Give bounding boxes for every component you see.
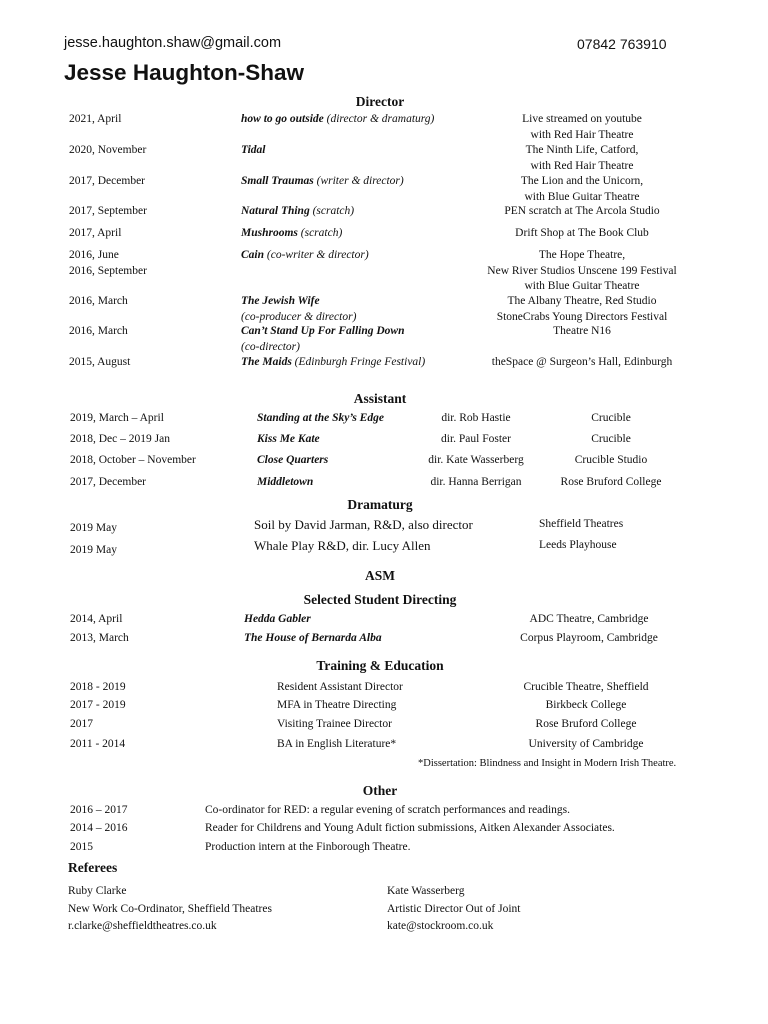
- contact-phone[interactable]: 07842 763910: [577, 36, 667, 52]
- director-production: [241, 248, 369, 264]
- director-venue: [522, 112, 642, 143]
- director-production: [241, 174, 404, 190]
- director-date: 2016, March: [69, 295, 128, 307]
- dramaturg-venue: Sheffield Theatres: [539, 518, 624, 530]
- referee-email[interactable]: r.clarke@sheffieldtheatres.co.uk: [68, 920, 217, 932]
- training-venue: University of Cambridge: [528, 738, 644, 750]
- student-production: Hedda Gabler: [244, 613, 311, 625]
- section-heading-student-directing: Selected Student Directing: [303, 592, 457, 607]
- venue-line: New River Studios Unscene 199 Festival: [487, 264, 677, 277]
- venue-line: with Red Hair Theatre: [530, 128, 634, 141]
- venue-line: with Red Hair Theatre: [530, 159, 634, 172]
- production-role: (co-writer & director): [264, 249, 369, 261]
- assistant-director: dir. Kate Wasserberg: [428, 454, 524, 466]
- director-date: 2021, April: [69, 113, 122, 125]
- student-production: The House of Bernarda Alba: [244, 632, 382, 644]
- assistant-production: Close Quarters: [257, 454, 329, 466]
- production-title: Small Traumas: [241, 175, 314, 187]
- section-heading-training: Training & Education: [316, 658, 444, 673]
- director-production: [241, 143, 266, 159]
- other-description: Co-ordinator for RED: a regular evening of scratch performances and readings.: [205, 804, 570, 816]
- production-role: (writer & director): [313, 175, 404, 187]
- production-role: (director & dramaturg): [323, 113, 435, 125]
- production-role: (co-director): [241, 340, 300, 353]
- assistant-date: 2017, December: [70, 476, 146, 488]
- assistant-director: dir. Rob Hastie: [441, 412, 511, 424]
- director-date: 2016, March: [69, 325, 128, 337]
- training-date: 2011 - 2014: [70, 738, 126, 750]
- training-date: 2017 - 2019: [70, 699, 126, 711]
- director-production: [241, 324, 405, 355]
- director-venue: [492, 355, 672, 371]
- training-venue: Crucible Theatre, Sheffield: [523, 681, 649, 693]
- date-line: 2016, September: [69, 264, 147, 277]
- director-date: 2017, December: [69, 175, 145, 187]
- training-footnote: *Dissertation: Blindness and Insight in Modern Irish Theatre.: [418, 758, 677, 769]
- assistant-production: Middletown: [257, 476, 314, 488]
- assistant-date: 2018, October – November: [70, 454, 196, 466]
- other-description: Reader for Childrens and Young Adult fiction submissions, Aitken Alexander Associates.: [205, 822, 615, 834]
- venue-line: with Blue Guitar Theatre: [524, 190, 640, 203]
- referee-role: New Work Co-Ordinator, Sheffield Theatres: [68, 902, 272, 915]
- production-role: (scratch): [297, 227, 343, 239]
- director-venue: [487, 248, 676, 295]
- training-role: BA in English Literature*: [277, 738, 397, 750]
- assistant-director: dir. Paul Foster: [441, 433, 511, 445]
- venue-line: The Albany Theatre, Red Studio: [507, 295, 657, 307]
- other-date: 2015: [70, 841, 93, 853]
- production-title: The Jewish Wife: [241, 295, 320, 307]
- section-heading-asm: ASM: [365, 568, 395, 583]
- assistant-venue: Crucible Studio: [574, 454, 648, 466]
- referee-role: Artistic Director Out of Joint: [387, 902, 521, 915]
- dramaturg-date: 2019 May: [70, 522, 117, 534]
- director-production: [241, 112, 434, 128]
- training-venue: Rose Bruford College: [535, 718, 637, 730]
- dramaturg-date: 2019 May: [70, 544, 117, 556]
- director-venue: [504, 204, 659, 220]
- production-title: Tidal: [241, 144, 266, 156]
- student-venue: Corpus Playroom, Cambridge: [520, 632, 658, 644]
- venue-line: The Hope Theatre,: [538, 249, 626, 261]
- section-heading-other: Other: [362, 783, 398, 798]
- student-date: 2013, March: [70, 632, 129, 644]
- production-title: Cain: [241, 249, 265, 261]
- production-role: (scratch): [309, 205, 355, 217]
- dramaturg-description: Soil by David Jarman, R&D, also director: [254, 517, 473, 532]
- assistant-venue: Crucible: [591, 433, 631, 445]
- director-venue: [521, 174, 643, 205]
- training-role: MFA in Theatre Directing: [277, 699, 397, 711]
- referee-email[interactable]: kate@stockroom.co.uk: [387, 920, 494, 932]
- assistant-director: dir. Hanna Berrigan: [430, 476, 522, 488]
- other-date: 2014 – 2016: [70, 822, 128, 834]
- training-role: Visiting Trainee Director: [277, 718, 392, 730]
- training-venue: Birkbeck College: [545, 699, 627, 711]
- section-heading-assistant: Assistant: [353, 391, 407, 406]
- referee-name: Ruby Clarke: [68, 885, 127, 897]
- venue-line: Live streamed on youtube: [522, 113, 642, 125]
- venue-line: PEN scratch at The Arcola Studio: [504, 205, 660, 217]
- section-heading-dramaturg: Dramaturg: [347, 497, 413, 512]
- production-role: (co-producer & director): [241, 310, 357, 323]
- assistant-venue: Rose Bruford College: [560, 476, 662, 488]
- production-title: The Maids: [241, 356, 292, 368]
- training-date: 2017: [70, 718, 93, 730]
- training-date: 2018 - 2019: [70, 681, 126, 693]
- director-venue: [526, 143, 639, 174]
- director-date: [69, 248, 147, 279]
- production-title: Natural Thing: [241, 205, 310, 217]
- dramaturg-venue: Leeds Playhouse: [539, 539, 617, 551]
- venue-line: theSpace @ Surgeon’s Hall, Edinburgh: [491, 356, 673, 368]
- director-venue: [497, 294, 668, 325]
- referee-card: [68, 883, 272, 936]
- venue-line: The Lion and the Unicorn,: [520, 175, 644, 187]
- referee-card: [387, 883, 521, 936]
- director-date: 2015, August: [69, 356, 131, 368]
- director-venue: [515, 226, 649, 242]
- dramaturg-description: Whale Play R&D, dir. Lucy Allen: [254, 538, 431, 553]
- page-title: Jesse Haughton-Shaw: [64, 60, 305, 85]
- director-production: [241, 204, 354, 220]
- production-role: (Edinburgh Fringe Festival): [291, 356, 426, 368]
- director-date: 2020, November: [69, 144, 147, 156]
- assistant-venue: Crucible: [591, 412, 631, 424]
- contact-email[interactable]: jesse.haughton.shaw@gmail.com: [64, 35, 282, 51]
- production-title: Can’t Stand Up For Falling Down: [241, 325, 405, 337]
- director-production: [241, 355, 425, 371]
- director-production: [241, 226, 342, 242]
- director-date: 2017, April: [69, 227, 122, 239]
- assistant-date: 2019, March – April: [70, 412, 164, 424]
- director-venue: [553, 324, 611, 340]
- venue-line: with Blue Guitar Theatre: [524, 280, 640, 292]
- date-line: 2016, June: [69, 249, 119, 261]
- venue-line: Drift Shop at The Book Club: [515, 227, 649, 239]
- section-heading-director: Director: [355, 94, 405, 109]
- referee-name: Kate Wasserberg: [387, 885, 465, 897]
- director-production: [241, 294, 356, 325]
- assistant-date: 2018, Dec – 2019 Jan: [70, 433, 170, 445]
- venue-line: The Ninth Life, Catford,: [525, 144, 639, 156]
- assistant-production: Kiss Me Kate: [257, 433, 320, 445]
- venue-line: Theatre N16: [553, 325, 611, 337]
- production-title: how to go outside: [241, 113, 324, 125]
- other-date: 2016 – 2017: [70, 804, 128, 816]
- training-role: Resident Assistant Director: [277, 681, 403, 693]
- assistant-production: Standing at the Sky’s Edge: [257, 412, 384, 424]
- other-description: Production intern at the Finborough Theatre.: [205, 841, 411, 853]
- production-title: Mushrooms: [241, 227, 298, 239]
- venue-line: StoneCrabs Young Directors Festival: [496, 310, 668, 323]
- director-date: 2017, September: [69, 205, 147, 217]
- student-date: 2014, April: [70, 613, 123, 625]
- student-venue: ADC Theatre, Cambridge: [529, 613, 649, 625]
- section-heading-referees: Referees: [68, 860, 118, 875]
